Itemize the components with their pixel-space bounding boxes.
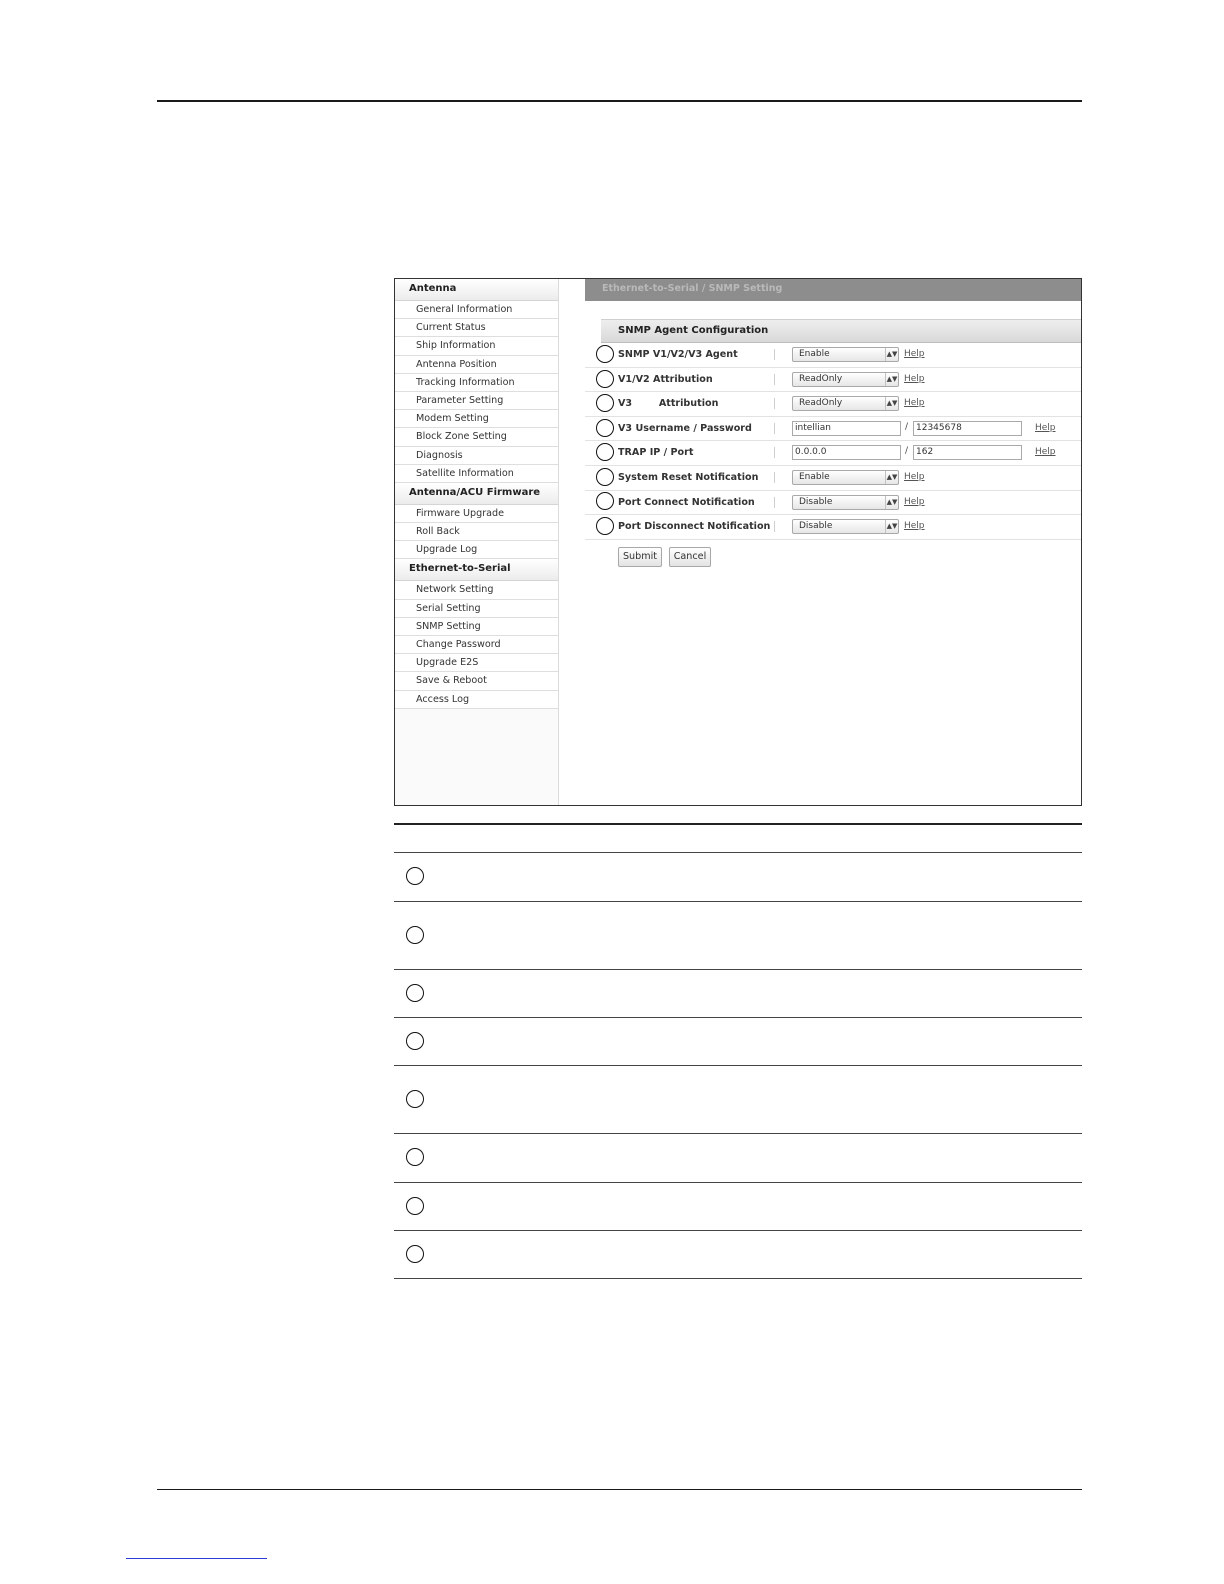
port-disconnect-notification-select[interactable] xyxy=(792,519,899,534)
table-row-rule xyxy=(394,1017,1082,1018)
row-label: Port Connect Notification xyxy=(618,496,755,508)
help-link[interactable]: Help xyxy=(904,373,925,384)
separator xyxy=(774,521,775,532)
callout-circle-icon xyxy=(406,926,424,944)
sidebar-item-diagnosis[interactable]: Diagnosis xyxy=(395,447,558,465)
row-label: V1/V2 Attribution xyxy=(618,373,713,385)
help-link[interactable]: Help xyxy=(1035,422,1056,433)
callout-circle-icon xyxy=(406,1245,424,1263)
row-snmp-agent xyxy=(585,343,1081,368)
sidebar-item-current-status[interactable]: Current Status xyxy=(395,319,558,337)
table-row-rule xyxy=(394,1230,1082,1231)
select-value: ReadOnly xyxy=(799,373,843,384)
select-value: Enable xyxy=(799,472,830,482)
callout-circle-icon xyxy=(596,443,614,461)
slash-separator: / xyxy=(905,421,909,432)
row-v1v2-attribution xyxy=(585,368,1081,393)
breadcrumb: Ethernet-to-Serial / SNMP Setting xyxy=(585,279,1081,301)
sidebar-item-serial-setting[interactable]: Serial Setting xyxy=(395,600,558,618)
help-link[interactable]: Help xyxy=(904,496,925,507)
sidebar-item-tracking-information[interactable]: Tracking Information xyxy=(395,374,558,392)
footer-rule xyxy=(157,1489,1082,1490)
callout-circle-icon xyxy=(406,867,424,885)
row-trap-ip-port xyxy=(585,441,1081,466)
sidebar-item-modem-setting[interactable]: Modem Setting xyxy=(395,410,558,428)
table-row-rule xyxy=(394,969,1082,970)
row-label: SNMP V1/V2/V3 Agent xyxy=(618,349,738,360)
sidebar-item-firmware-upgrade[interactable]: Firmware Upgrade xyxy=(395,505,558,523)
separator xyxy=(774,472,775,483)
row-label: V3 Username / Password xyxy=(618,422,752,434)
callout-circle-icon xyxy=(596,394,614,412)
trap-port-input[interactable]: 162 xyxy=(913,445,1022,460)
sidebar-item-upgrade-log[interactable]: Upgrade Log xyxy=(395,541,558,559)
callout-circle-icon xyxy=(406,984,424,1002)
callout-circle-icon xyxy=(406,1197,424,1215)
callout-circle-icon xyxy=(406,1032,424,1050)
help-link[interactable]: Help xyxy=(904,349,925,359)
separator xyxy=(774,398,775,409)
callout-circle-icon xyxy=(596,492,614,510)
select-value: Disable xyxy=(799,496,833,507)
row-port-connect-notification xyxy=(585,491,1081,516)
sidebar-item-satellite-information[interactable]: Satellite Information xyxy=(395,465,558,483)
table-row-rule xyxy=(394,1182,1082,1183)
select-value: Disable xyxy=(799,521,833,532)
row-label: TRAP IP / Port xyxy=(618,447,694,459)
main-panel xyxy=(585,279,1081,805)
sidebar-item-network-setting[interactable]: Network Setting xyxy=(395,581,558,599)
table-row-rule xyxy=(394,901,1082,902)
help-link[interactable]: Help xyxy=(904,398,925,409)
port-connect-notification-select[interactable] xyxy=(792,495,899,510)
updown-arrow-icon: ▲▼ xyxy=(885,471,898,484)
help-link[interactable]: Help xyxy=(904,521,925,532)
sidebar-heading-antenna: Antenna xyxy=(395,279,558,301)
system-reset-notification-select[interactable] xyxy=(792,470,899,485)
callout-circle-icon xyxy=(596,468,614,486)
callout-circle-icon xyxy=(596,517,614,535)
callout-circle-icon xyxy=(406,1148,424,1166)
snmp-setting-screenshot xyxy=(394,278,1082,806)
updown-arrow-icon: ▲▼ xyxy=(885,373,898,386)
select-value: ReadOnly xyxy=(799,398,843,409)
sidebar-item-general-information[interactable]: General Information xyxy=(395,301,558,319)
v3-attribution-select[interactable] xyxy=(792,396,899,411)
updown-arrow-icon: ▲▼ xyxy=(885,496,898,509)
row-label: Port Disconnect Notification xyxy=(618,521,771,533)
sidebar-item-snmp-setting[interactable]: SNMP Setting xyxy=(395,618,558,636)
table-row-rule xyxy=(394,1133,1082,1134)
table-row-rule xyxy=(394,1065,1082,1066)
separator xyxy=(774,497,775,508)
row-port-disconnect-notification xyxy=(585,515,1081,540)
help-link[interactable]: Help xyxy=(904,472,925,482)
updown-arrow-icon: ▲▼ xyxy=(885,397,898,410)
sidebar-item-upgrade-e2s[interactable]: Upgrade E2S xyxy=(395,654,558,672)
slash-separator: / xyxy=(905,446,909,457)
updown-arrow-icon: ▲▼ xyxy=(885,348,898,361)
callout-circle-icon xyxy=(406,1090,424,1108)
separator xyxy=(774,447,775,458)
table-row-rule xyxy=(394,852,1082,853)
submit-button[interactable]: Submit xyxy=(618,547,662,567)
trap-ip-input[interactable]: 0.0.0.0 xyxy=(792,445,901,460)
footer-link-underline xyxy=(126,1558,267,1559)
select-value: Enable xyxy=(799,349,830,359)
callout-circle-icon xyxy=(596,370,614,388)
separator xyxy=(774,374,775,385)
sidebar-item-change-password[interactable]: Change Password xyxy=(395,636,558,654)
row-v3-attribution xyxy=(585,392,1081,417)
table-row-rule xyxy=(394,1278,1082,1279)
sidebar-heading-ethernet-to-serial: Ethernet-to-Serial xyxy=(395,559,558,581)
callout-circle-icon xyxy=(596,419,614,437)
separator xyxy=(774,423,775,434)
v3-username-input[interactable]: intellian xyxy=(792,421,901,436)
sidebar-item-save-reboot[interactable]: Save & Reboot xyxy=(395,672,558,690)
separator xyxy=(774,349,775,360)
snmp-agent-select[interactable] xyxy=(792,347,899,362)
sidebar-item-block-zone-setting[interactable]: Block Zone Setting xyxy=(395,428,558,446)
sidebar-heading-firmware: Antenna/ACU Firmware xyxy=(395,483,558,505)
cancel-button[interactable]: Cancel xyxy=(669,547,711,567)
row-v3-credentials xyxy=(585,417,1081,442)
sidebar-item-access-log[interactable]: Access Log xyxy=(395,691,558,709)
section-title: SNMP Agent Configuration xyxy=(601,319,1081,343)
sidebar-item-antenna-position[interactable]: Antenna Position xyxy=(395,356,558,374)
help-link[interactable]: Help xyxy=(1035,447,1056,458)
sidebar-item-parameter-setting[interactable]: Parameter Setting xyxy=(395,392,558,410)
updown-arrow-icon: ▲▼ xyxy=(885,520,898,533)
v3-password-input[interactable]: 12345678 xyxy=(913,421,1022,436)
callout-circle-icon xyxy=(596,345,614,363)
row-system-reset-notification xyxy=(585,466,1081,491)
header-rule xyxy=(157,100,1082,102)
v1v2-attribution-select[interactable] xyxy=(792,372,899,387)
sidebar xyxy=(395,279,559,805)
sidebar-item-roll-back[interactable]: Roll Back xyxy=(395,523,558,541)
row-label: V3 Attribution xyxy=(618,398,719,410)
sidebar-item-ship-information[interactable]: Ship Information xyxy=(395,337,558,355)
table-header-rule xyxy=(394,823,1082,825)
row-label: System Reset Notification xyxy=(618,472,759,483)
